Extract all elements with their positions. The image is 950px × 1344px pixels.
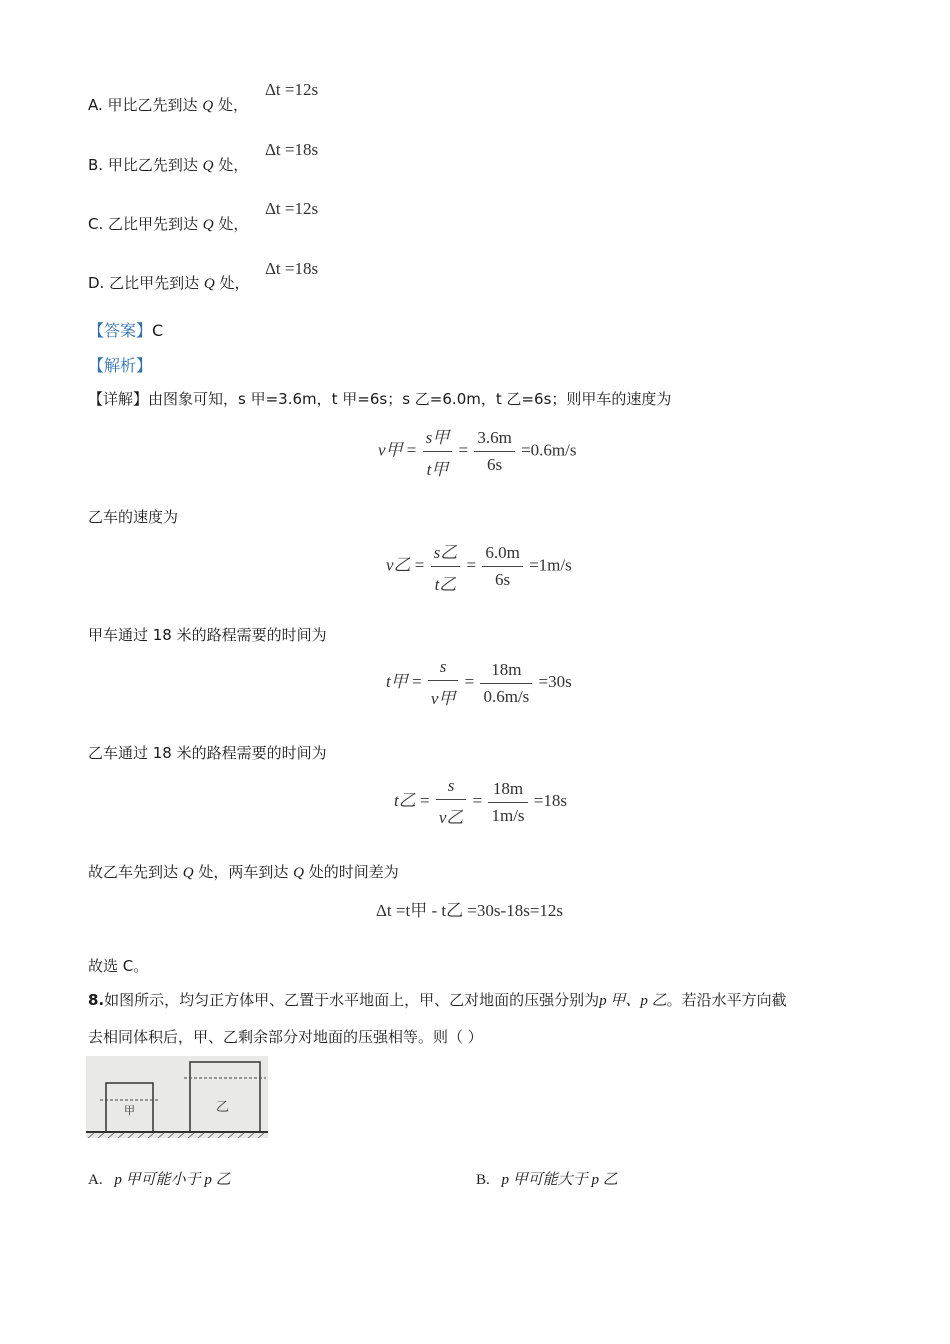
detail-given: s 甲=3.6m，t 甲=6s；s 乙=6.0m，t 乙=6s；则甲车的速度为 <box>238 390 672 408</box>
eq2-num2: 6.0m <box>482 543 522 567</box>
eq2-den2: 6s <box>495 570 511 589</box>
eq1-result: =0.6m/s <box>521 440 577 460</box>
eq2-result: =1m/s <box>529 555 572 575</box>
question-8-number: 8. <box>88 991 105 1009</box>
cube-yi-label: 乙 <box>216 1100 230 1115</box>
eq3-num: s <box>428 657 459 681</box>
eq2-den: t乙 <box>434 575 457 594</box>
eq4-result: =18s <box>533 790 567 810</box>
option-c <box>88 213 248 234</box>
q8-option-a-label: A. <box>88 1172 103 1188</box>
answer-tag: 【答案】 <box>88 321 153 340</box>
eq4-num: s <box>436 776 467 800</box>
cube-jia-label: 甲 <box>124 1104 135 1117</box>
equation-2: v乙 = $\frac{\text{s乙}}{\text{t乙}}$ = $\frac{6.0m}{6s}$ =1m/s <box>386 538 572 595</box>
eq1-num2: 3.6m <box>474 428 514 452</box>
detail-intro: 由图象可知， <box>148 390 239 408</box>
eq4-num2: 18m <box>488 779 527 803</box>
option-c-label: C. 乙比甲先到达 <box>88 215 199 233</box>
option-a-label: A. 甲比乙先到达 <box>88 96 198 114</box>
eq2-num: s乙 <box>431 538 461 567</box>
question-8-line-1 <box>88 989 787 1010</box>
eq1-lhs: v甲 <box>378 440 403 460</box>
option-c-q: Q <box>202 217 214 233</box>
option-b-tail: 处， <box>213 156 249 174</box>
option-a-tail: 处， <box>213 96 248 114</box>
detail-line <box>88 388 671 409</box>
option-b-dt: Δt =18s <box>265 140 319 159</box>
line-4: 乙车通过 18 米的路程需要的时间为 <box>88 744 327 762</box>
eq3-den: v甲 <box>430 689 456 708</box>
option-a-dt: Δt =12s <box>265 80 319 99</box>
option-d-dt: Δt =18s <box>265 259 319 278</box>
eq4-den: v乙 <box>438 808 464 827</box>
line-5b: 处，两车到达 <box>193 863 294 881</box>
conclusion: 故选 C。 <box>88 957 149 975</box>
question-8-text1: 如图所示，均匀正方体甲、乙置于水平地面上，甲、乙对地面的压强分别为 <box>104 991 600 1009</box>
question-8-line-2: 去相同体积后，甲、乙剩余部分对地面的压强相等。则（ ） <box>88 1028 483 1046</box>
question-8-text1b: 。若沿水平方向截 <box>666 991 787 1009</box>
option-a-q: Q <box>202 98 214 114</box>
eq4-frac1 <box>436 776 467 828</box>
option-c-tail: 处， <box>213 215 249 233</box>
eq3-frac2 <box>480 660 532 707</box>
eq4-frac2 <box>488 779 527 826</box>
line-5 <box>88 861 399 882</box>
line-5a: 故乙车先到达 <box>88 863 183 881</box>
cubes-figure-svg <box>86 1056 268 1138</box>
eq2-frac2 <box>482 543 522 590</box>
option-b-label: B. 甲比乙先到达 <box>88 156 198 174</box>
option-d-label: D. 乙比甲先到达 <box>88 274 200 292</box>
eq4-den2: 1m/s <box>491 805 525 825</box>
eq1-frac2 <box>474 428 514 475</box>
detail-tag: 【详解】 <box>88 390 149 408</box>
option-d-q: Q <box>203 276 215 292</box>
question-8-p: p 甲、p 乙 <box>599 993 667 1009</box>
q8-option-b <box>476 1168 618 1189</box>
q8-option-b-label: B. <box>476 1172 490 1188</box>
cubes-figure <box>86 1056 268 1138</box>
eq4-lhs: t乙 <box>394 790 416 810</box>
q8-option-a-text: p 甲可能小于 p 乙 <box>114 1172 231 1188</box>
line-5-q2: Q <box>293 865 305 881</box>
option-d-tail: 处， <box>214 274 250 292</box>
option-b <box>88 154 248 175</box>
answer-value: C <box>152 321 164 340</box>
equation-3: t甲 = $\frac{s}{\text{v甲}}$ = $\frac{18m}{0.6m/s}$ =30s <box>386 657 572 708</box>
equation-1: v甲 = $\frac{\text{s甲}}{\text{t甲}}$ = $\frac{3.6m}{6s}$ =0.6m/s <box>378 423 577 480</box>
eq3-lhs: t甲 <box>386 671 408 691</box>
q8-option-a <box>88 1168 231 1189</box>
eq1-den2: 6s <box>487 455 503 474</box>
option-d <box>88 272 250 293</box>
option-b-q: Q <box>202 158 214 174</box>
eq1-num: s甲 <box>423 423 453 452</box>
line-3: 甲车通过 18 米的路程需要的时间为 <box>88 626 327 644</box>
option-c-dt: Δt =12s <box>265 199 319 218</box>
line-5c: 处的时间差为 <box>304 863 399 881</box>
equation-4: t乙 = $\frac{s}{\text{v乙}}$ = $\frac{18m}{1m/s}$ =18s <box>394 776 567 827</box>
eq3-result: =30s <box>538 671 572 691</box>
eq3-den2: 0.6m/s <box>483 686 530 706</box>
eq1-den: t甲 <box>426 460 449 479</box>
eq2-lhs: v乙 <box>386 555 411 575</box>
line-5-q1: Q <box>182 865 194 881</box>
eq2-frac1 <box>431 538 461 595</box>
analysis-tag: 【解析】 <box>88 356 153 375</box>
eq1-frac1 <box>423 423 453 480</box>
equation-5: Δt =t甲 - t乙 =30s-18s=12s <box>376 901 564 920</box>
option-a <box>88 94 248 115</box>
eq3-frac1 <box>428 657 459 709</box>
answer-line <box>88 318 163 341</box>
q8-option-b-text: p 甲可能大于 p 乙 <box>501 1172 618 1188</box>
eq3-num2: 18m <box>480 660 532 684</box>
line-2: 乙车的速度为 <box>88 508 179 526</box>
